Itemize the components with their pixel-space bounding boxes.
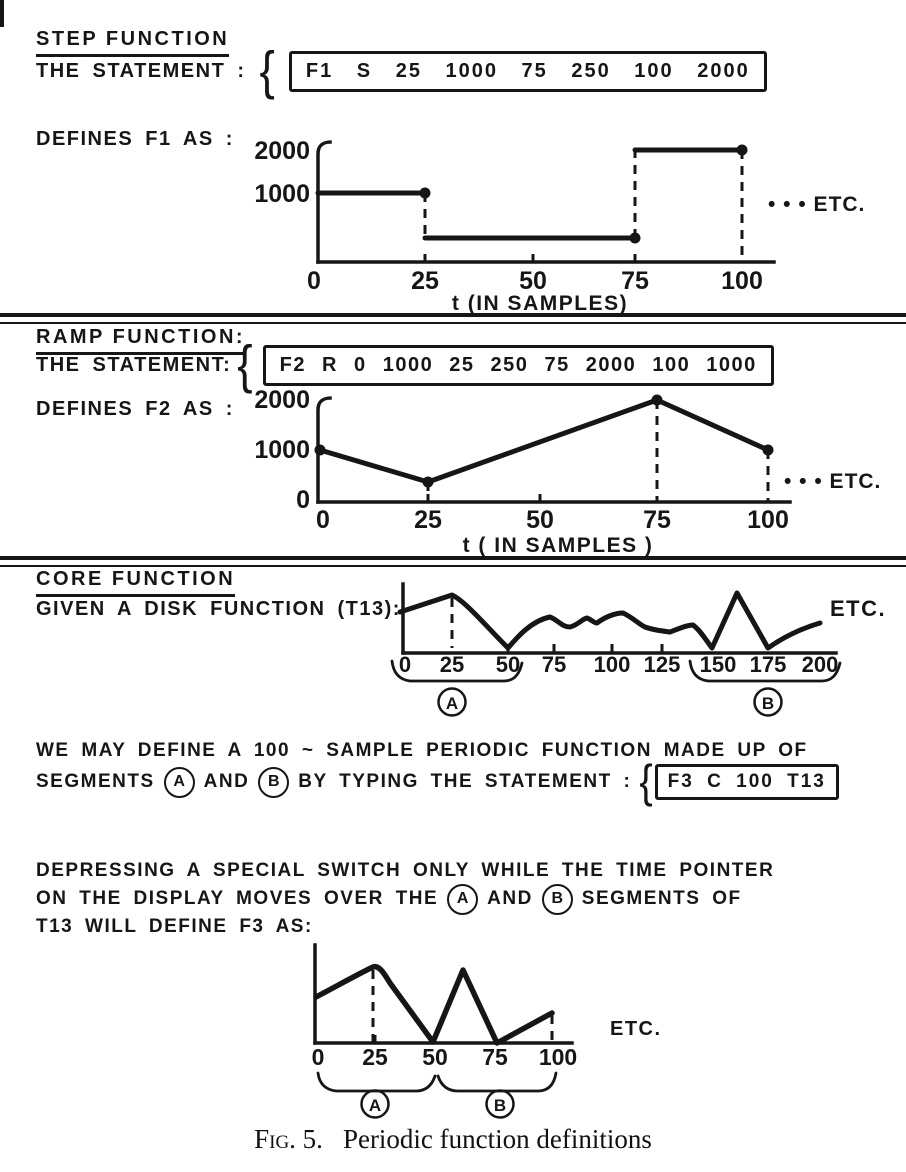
data-point <box>652 395 663 406</box>
data-point <box>420 188 431 199</box>
caption-text: Periodic function definitions <box>342 1124 652 1154</box>
etc-label: • • • ETC. <box>768 193 866 216</box>
x-tick-label: 50 <box>422 1044 448 1070</box>
ramp-statement-brace: { <box>237 334 253 395</box>
ramp-series <box>315 395 774 503</box>
segment-brace-a <box>318 1073 435 1118</box>
segment-b-badge: B <box>258 767 289 798</box>
core-axes <box>403 584 836 653</box>
scan-edge-artifact <box>0 0 4 27</box>
segment-a-badge: A <box>164 767 195 798</box>
x-tick-label: 25 <box>411 267 439 295</box>
x-tick-label: 0 <box>307 267 321 295</box>
caption-number: Fig. 5. <box>254 1124 323 1154</box>
segment-b-badge: B <box>542 884 573 915</box>
periodic-text-line2: SEGMENTS <box>36 771 155 792</box>
switch-text-line2-suffix: SEGMENTS OF <box>581 888 742 909</box>
ramp-section-title: RAMP FUNCTION: <box>36 326 245 355</box>
ramp-axes <box>318 398 790 502</box>
core-section-title: CORE FUNCTION <box>36 568 235 597</box>
f3-plot <box>240 933 710 1119</box>
x-tick-label: 25 <box>362 1044 388 1070</box>
x-tick-label: 150 <box>699 652 737 677</box>
x-tick-label: 75 <box>482 1044 508 1070</box>
core-given-label: GIVEN A DISK FUNCTION (T13): <box>36 598 401 620</box>
x-tick-label: 0 <box>398 652 412 677</box>
x-tick-label: 100 <box>747 506 789 534</box>
x-tick-label: 175 <box>749 652 787 677</box>
section-divider <box>0 313 906 324</box>
step-plot <box>190 118 906 315</box>
step-section-title: STEP FUNCTION <box>36 28 229 57</box>
switch-text-line2-mid: AND <box>487 888 533 909</box>
x-tick-label: 0 <box>311 1044 325 1070</box>
switch-text-line2: ON THE DISPLAY MOVES OVER THE <box>36 888 439 909</box>
x-tick-label: 75 <box>541 652 567 677</box>
y-axis <box>318 142 330 262</box>
segment-a-label: A <box>445 694 459 713</box>
step-statement-brace: { <box>259 40 275 101</box>
x-tick-label: 200 <box>801 652 839 677</box>
x-tick-label: 50 <box>495 652 521 677</box>
periodic-text-line1: WE MAY DEFINE A 100 ~ SAMPLE PERIODIC FUNCTION MADE UP OF <box>36 740 808 761</box>
x-tick-label: 75 <box>621 267 649 295</box>
step-series <box>318 145 748 263</box>
f3-waveform <box>316 967 552 1043</box>
x-tick-label: 100 <box>593 652 631 677</box>
x-tick-label: 100 <box>721 267 763 295</box>
y-tick-label: 0 <box>296 486 310 514</box>
step-statement-label: THE STATEMENT : <box>36 59 246 82</box>
ramp-defines-label: DEFINES F2 AS : <box>36 398 234 420</box>
periodic-text-line2-mid: AND <box>203 771 250 792</box>
etc-label: ETC. <box>830 596 887 621</box>
figure-caption <box>0 1124 906 1155</box>
periodic-text-line2-suffix: BY TYPING THE STATEMENT : <box>298 771 632 792</box>
data-point <box>630 233 641 244</box>
core-waveform <box>400 593 820 648</box>
ramp-line <box>320 400 768 482</box>
switch-text-line1: DEPRESSING A SPECIAL SWITCH ONLY WHILE THE TIME POINTER <box>36 860 775 881</box>
x-axis-label: t ( IN SAMPLES ) <box>462 534 654 557</box>
segment-b-label: B <box>761 694 775 713</box>
etc-label: ETC. <box>610 1018 662 1040</box>
step-statement-box: F1 S 25 1000 75 250 100 2000 <box>289 51 767 92</box>
y-tick-label: 2000 <box>254 137 310 165</box>
x-tick-label: 75 <box>643 506 671 534</box>
ramp-statement-box: F2 R 0 1000 25 250 75 2000 100 1000 <box>263 345 774 386</box>
y-tick-label: 2000 <box>254 386 310 414</box>
segment-a-label: A <box>368 1096 382 1115</box>
f3-statement-brace: { <box>639 756 653 808</box>
core-plot <box>388 562 906 727</box>
x-tick-label: 50 <box>519 267 547 295</box>
switch-text-line3: T13 WILL DEFINE F3 AS: <box>36 916 313 937</box>
data-point <box>423 477 434 488</box>
data-point <box>763 445 774 456</box>
ramp-plot <box>190 386 906 558</box>
x-tick-label: 125 <box>643 652 681 677</box>
data-point <box>737 145 748 156</box>
x-tick-label: 25 <box>414 506 442 534</box>
segment-brace-b <box>438 1073 556 1118</box>
x-tick-label: 50 <box>526 506 554 534</box>
data-point <box>315 445 326 456</box>
x-tick-label: 25 <box>439 652 465 677</box>
ramp-statement-label: THE STATEMENT: <box>36 353 232 376</box>
y-tick-label: 1000 <box>254 436 310 464</box>
x-tick-label: 0 <box>316 506 330 534</box>
step-axes <box>318 142 774 262</box>
x-axis-label: t (IN SAMPLES) <box>451 292 629 315</box>
step-defines-label: DEFINES F1 AS : <box>36 128 234 150</box>
segment-b-label: B <box>493 1096 507 1115</box>
x-tick-label: 100 <box>538 1044 578 1070</box>
f3-axes <box>315 945 572 1043</box>
segment-a-badge: A <box>447 884 478 915</box>
f3-statement-box: F3 C 100 T13 <box>655 764 839 800</box>
etc-label: • • • ETC. <box>784 470 882 493</box>
y-tick-label: 1000 <box>254 180 310 208</box>
